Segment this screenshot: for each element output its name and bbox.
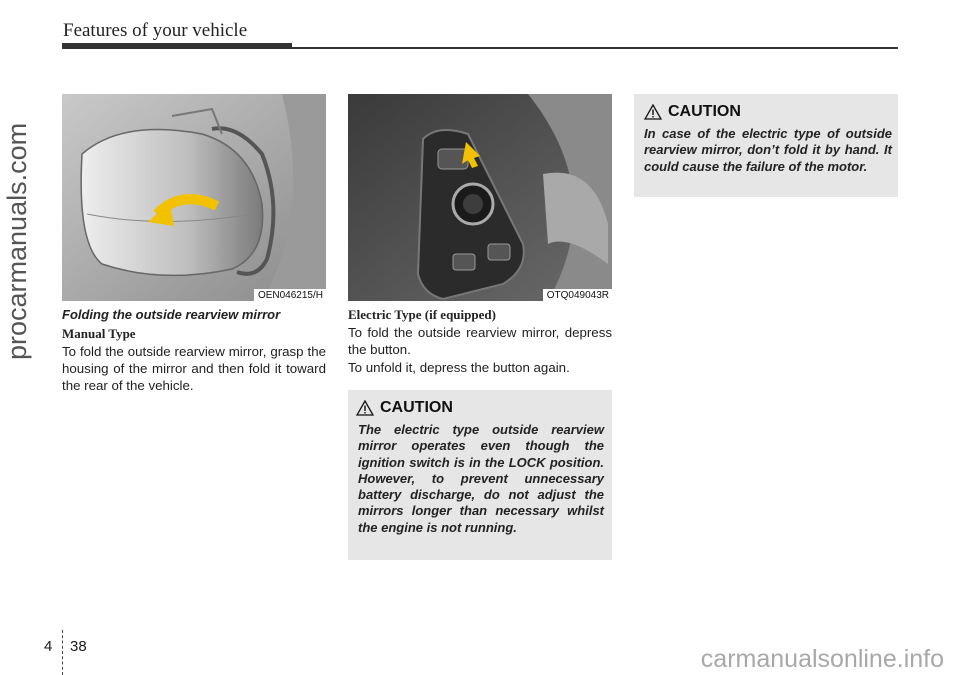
mirror-photo [62, 94, 326, 301]
page-header-title: Features of your vehicle [63, 20, 248, 41]
door-switch-illustration [348, 94, 612, 301]
caution-heading [356, 399, 453, 417]
caution-text: The electric type outside rearview mirror operates even though the ignition switch is in the LOCK position. However, to prevent unnecessary battery discharge, do not adjust the mirrors longer than necessary whilst the engine is not running. [358, 422, 604, 535]
caution-heading [644, 103, 741, 121]
section-heading: Folding the outside rearview mirror [62, 307, 281, 322]
caution-box-fold [634, 94, 898, 197]
caution-text: In case of the electric type of outside rearview mirror, don’t fold it by hand. It could cause the failure of the motor. [644, 126, 892, 174]
electric-type-para1: To fold the outside rearview mirror, depress the button. [348, 325, 612, 357]
page-number: 38 [70, 638, 87, 655]
photo-code-label: OTQ049043R [543, 289, 612, 301]
header-rule-thick [62, 43, 292, 49]
header-rule-thin [290, 47, 898, 49]
manual-type-subheading: Manual Type [62, 326, 136, 341]
switch-photo [348, 94, 612, 301]
warning-triangle-icon [356, 400, 374, 416]
warning-triangle-icon [644, 104, 662, 120]
electric-type-para2: To unfold it, depress the button again. [348, 360, 570, 375]
chapter-number: 4 [44, 638, 53, 655]
caution-box-battery [348, 390, 612, 560]
electric-type-subheading: Electric Type (if equipped) [348, 307, 496, 322]
caution-title: CAUTION [380, 399, 453, 416]
photo-code-label: OEN046215/H [254, 289, 326, 301]
watermark-bottom: carmanualsonline.info [700, 645, 944, 673]
watermark-side: procarmanuals.com [2, 122, 32, 360]
manual-type-body: To fold the outside rearview mirror, grasp the housing of the mirror and then fold it toward the rear of the vehicle. [62, 344, 326, 393]
caution-title: CAUTION [668, 103, 741, 120]
mirror-illustration [62, 94, 326, 301]
footer-divider [62, 630, 63, 675]
